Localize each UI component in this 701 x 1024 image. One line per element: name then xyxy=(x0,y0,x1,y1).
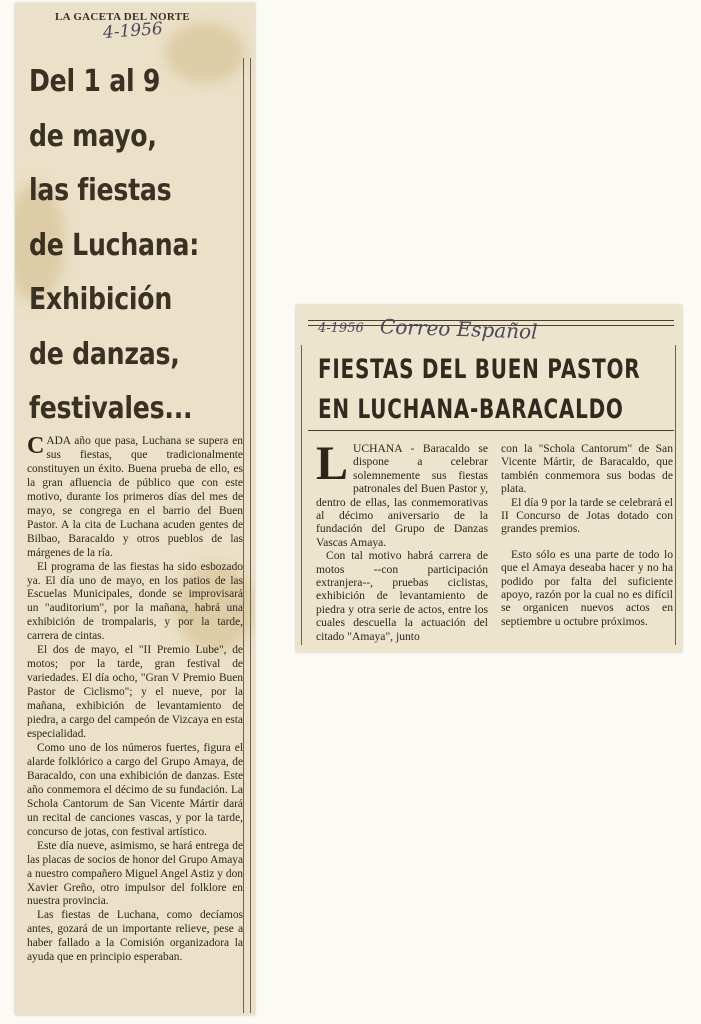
headline-rule xyxy=(308,430,674,431)
column-rule xyxy=(301,345,302,645)
column-rule xyxy=(675,345,676,645)
headline-line: de Luchana: xyxy=(29,227,200,263)
drop-cap: C xyxy=(27,433,45,459)
article-paragraph: con la "Schola Cantorum" de San Vicente Mártir, de Baracaldo, que también conmemora sus bodas de plata. xyxy=(501,442,673,496)
headline-line: las fiestas xyxy=(29,173,172,208)
article-paragraph: Las fiestas de Luchana, como decíamos antes, gozará de un importante relieve, pese a haber fallado a la Comisión organizadora la ayuda que en principio esperaban. xyxy=(27,909,243,964)
headline-line: festivales... xyxy=(29,391,193,426)
article-paragraph: Esto sólo es una parte de todo lo que el Amaya deseaba hacer y no ha podido por falta del suficiente apoyo, razón por la cual no es difícil se organicen nuevos actos en septiembre u octubre próximos. xyxy=(501,547,673,628)
article-paragraph xyxy=(316,437,488,549)
right-headline xyxy=(318,350,641,430)
article-paragraph xyxy=(27,435,243,561)
headline-line: Exhibición xyxy=(29,282,173,317)
right-article-col1 xyxy=(316,437,488,643)
headline-line: EN LUCHANA-BARACALDO xyxy=(318,394,624,425)
headline-line: de danzas, xyxy=(29,336,180,372)
handwritten-date: 4-1956 xyxy=(102,18,164,44)
article-paragraph: Como uno de los números fuertes, figura el alarde folklórico a cargo del Grupo Amaya, de Baracaldo, con una exhibición de danzas. Este año conmemora el décimo de su fundación. La Schola Cantorum de San Vicente Mártir dará un recital de canciones vascas, y por la tarde, concurso de jotas, con festival artístico. xyxy=(27,741,243,838)
article-paragraph: El programa de las fiestas ha sido esbozado ya. El día uno de mayo, en los patios de las Escuelas Municipales, donde se improvisará un "auditorium", por la mañana, habrá una exhibición de trompalaris, y por la tarde, carrera de cintas. xyxy=(27,560,243,643)
article-paragraph: Este día nueve, asimismo, se hará entrega de las placas de socios de honor del Grupo Amaya a nuestro compañero Miguel Angel Astiz y don Xavier Greño, otro impulsor del folklore en nuestra provincia. xyxy=(27,839,243,908)
headline-line: Del 1 al 9 xyxy=(29,64,161,99)
headline-line: FIESTAS DEL BUEN PASTOR xyxy=(318,354,641,385)
article-paragraph: El día 9 por la tarde se celebrará el II Concurso de Jotas dotado con grandes premios. xyxy=(501,495,673,536)
paragraph-text: UCHANA - Baracaldo se dispone a celebrar solemnemente sus fiestas patronales del Buen Pastor y, dentro de ellas, las conmemorativas al décimo aniversario de la fundación del Grupo de Danzas Vascas Amaya. xyxy=(316,442,488,549)
column-rule xyxy=(243,58,251,1013)
right-newspaper-clipping xyxy=(296,305,682,652)
right-article-col2 xyxy=(501,442,673,628)
left-article-body xyxy=(27,435,243,965)
handwritten-source: Correo Español xyxy=(379,314,538,344)
article-paragraph: Con tal motivo habrá carrera de motos --con participación extranjera--, pruebas ciclistas, exhibición de levantamiento de piedra y otra serie de actos, entre los cuales descuella la actuación del citado "Amaya", junto xyxy=(316,549,488,643)
handwritten-date: 4-1956 xyxy=(318,321,364,336)
newspaper-masthead: LA GACETA DEL NORTE xyxy=(55,11,191,23)
article-paragraph: El dos de mayo, el "II Premio Lube", de motos; por la tarde, gran festival de variedades. El día ocho, "Gran V Premio Buen Pastor de Ciclismo"; y el nueve, por la mañana, exhibición de levantamiento de piedra, a cargo del campeón de Vizcaya en esta especialidad. xyxy=(27,644,243,741)
drop-cap: L xyxy=(316,437,349,490)
headline-line: de mayo, xyxy=(29,118,157,154)
paragraph-text: ADA año que pasa, Luchana se supera en sus fiestas, que tradicionalmente constituyen un éxito. Buena prueba de ello, es la gran afluencia de público que con este motivo, durante los primeros días del mes de mayo, se congrega en el barrio del Buen Pastor. A la cita de Luchana acuden gentes de Bilbao, Baracaldo y otros pueblos de las márgenes de la ría. xyxy=(27,435,243,559)
left-newspaper-clipping xyxy=(15,3,255,1015)
left-headline xyxy=(29,55,214,437)
